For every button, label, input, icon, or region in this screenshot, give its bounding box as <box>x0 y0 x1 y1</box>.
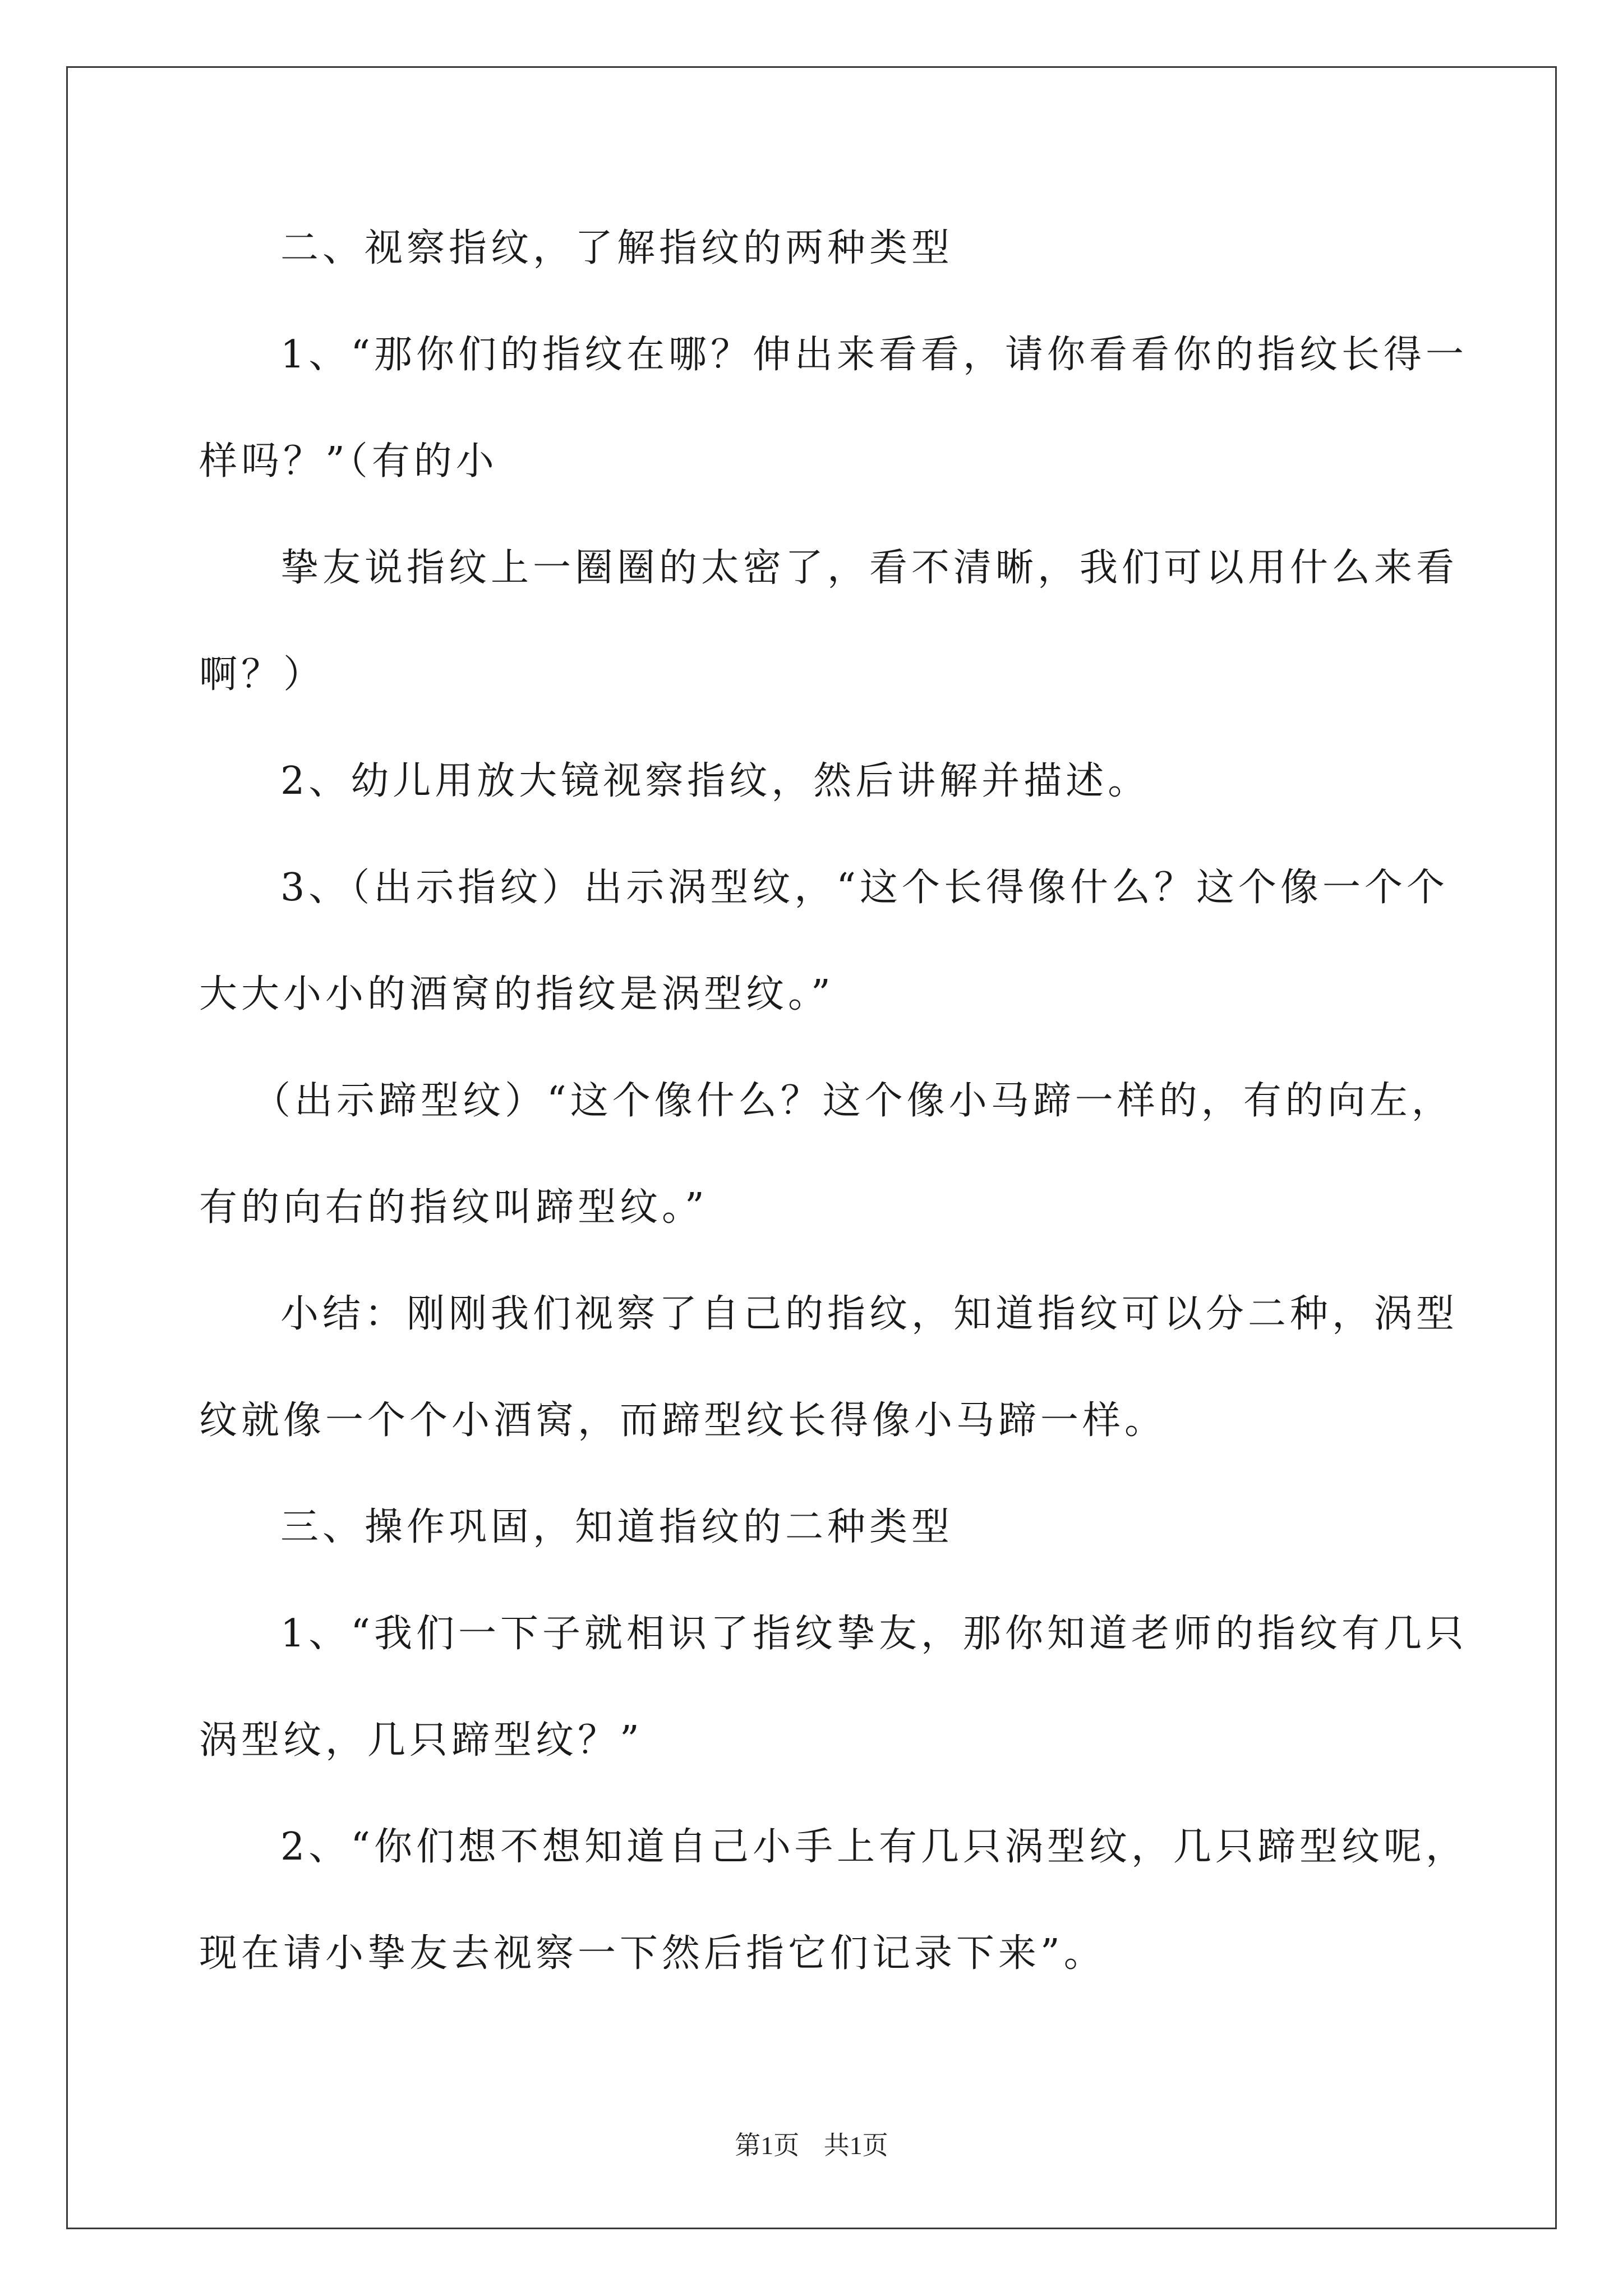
text-line: 现在请小挚友去视察一下然后指它们记录下来”。 <box>199 1931 1106 1976</box>
text-line: 样吗？”（有的小 <box>199 439 498 484</box>
text-line: 挚友说指纹上一圈圈的太密了，看不清晰，我们可以用什么来看 <box>280 546 1459 590</box>
text-line: 2、“你们想不想知道自己小手上有几只涡型纹，几只蹄型纹呢， <box>280 1825 1468 1869</box>
text-line: 2、幼儿用放大镜视察指纹，然后讲解并描述。 <box>280 759 1150 803</box>
page-count: 共1页 <box>823 2131 888 2160</box>
text-line: 纹就像一个个小酒窝，而蹄型纹长得像小马蹄一样。 <box>199 1398 1167 1443</box>
text-line: 大大小小的酒窝的指纹是涡型纹。” <box>199 972 834 1016</box>
text-line: 涡型纹，几只蹄型纹？” <box>199 1718 643 1763</box>
text-line: 小结：刚刚我们视察了自己的指纹，知道指纹可以分二种，涡型 <box>280 1292 1459 1336</box>
text-line: 1、“我们一下子就相识了指纹挚友，那你知道老师的指纹有几只 <box>280 1612 1468 1656</box>
text-line: 啊？） <box>199 652 326 697</box>
text-line: 三、操作巩固，知道指纹的二种类型 <box>280 1505 954 1549</box>
text-line: （出示蹄型纹）“这个像什么？这个像小马蹄一样的，有的向左， <box>252 1079 1454 1123</box>
text-line: 1、“那你们的指纹在哪？伸出来看看，请你看看你的指纹长得一 <box>280 333 1468 377</box>
page-border <box>66 66 1557 2229</box>
text-line: 二、视察指纹，了解指纹的两种类型 <box>280 226 954 270</box>
text-line: 3、（出示指纹）出示涡型纹，“这个长得像什么？这个像一个个 <box>280 866 1449 910</box>
text-line: 有的向右的指纹叫蹄型纹。” <box>199 1185 708 1230</box>
page-number: 第1页 <box>735 2131 800 2160</box>
page-footer <box>0 2125 1623 2162</box>
